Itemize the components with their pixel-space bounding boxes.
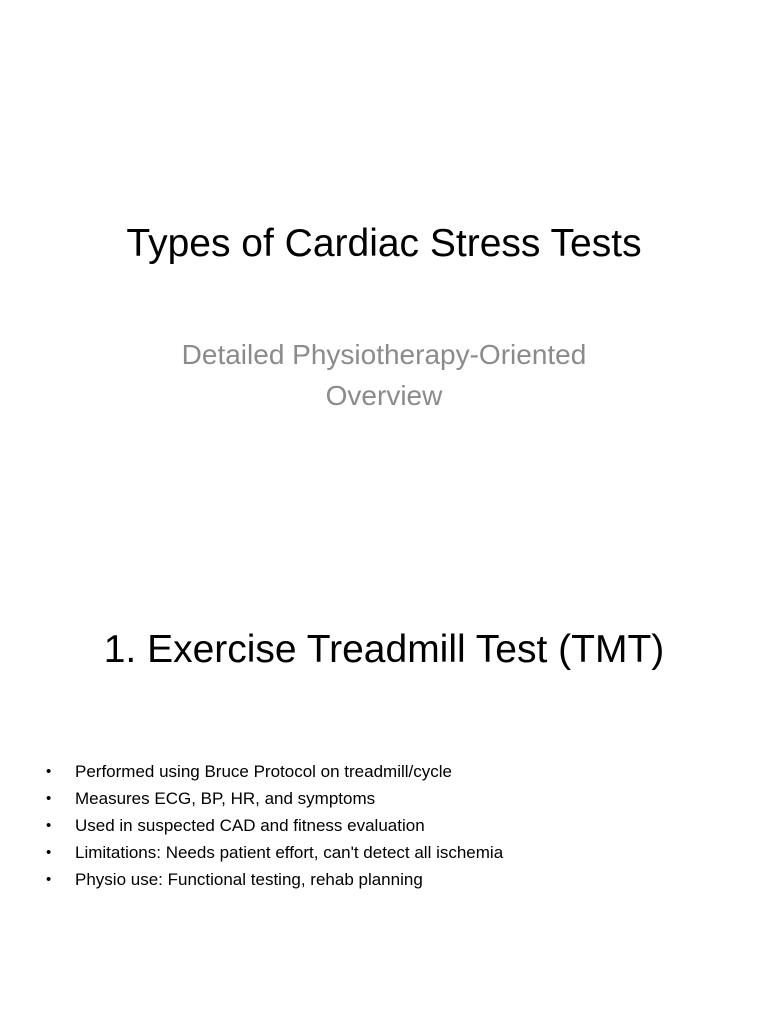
bullet-list xyxy=(40,758,740,893)
bullet-item xyxy=(40,758,740,785)
bullet-icon: • xyxy=(46,844,52,861)
bullet-text: Measures ECG, BP, HR, and symptoms xyxy=(75,789,376,808)
bullet-icon: • xyxy=(46,763,52,780)
bullet-icon: • xyxy=(46,790,52,807)
bullet-icon: • xyxy=(46,871,52,888)
bullet-item xyxy=(40,785,740,812)
bullet-item xyxy=(40,812,740,839)
bullet-item xyxy=(40,866,740,893)
bullet-text: Used in suspected CAD and fitness evaluation xyxy=(75,816,425,835)
bullet-text: Performed using Bruce Protocol on treadmill/cycle xyxy=(75,762,452,781)
bullet-text: Limitations: Needs patient effort, can't detect all ischemia xyxy=(75,843,504,862)
slide-title: 1. Exercise Treadmill Test (TMT) xyxy=(103,628,665,671)
bullet-text: Physio use: Functional testing, rehab planning xyxy=(75,870,423,889)
slide-subtitle: Detailed Physiotherapy-Oriented Overview xyxy=(181,339,587,411)
slide-title: Types of Cardiac Stress Tests xyxy=(126,222,642,265)
bullet-icon: • xyxy=(46,817,52,834)
content-slide xyxy=(0,576,768,1024)
bullet-item xyxy=(40,839,740,866)
